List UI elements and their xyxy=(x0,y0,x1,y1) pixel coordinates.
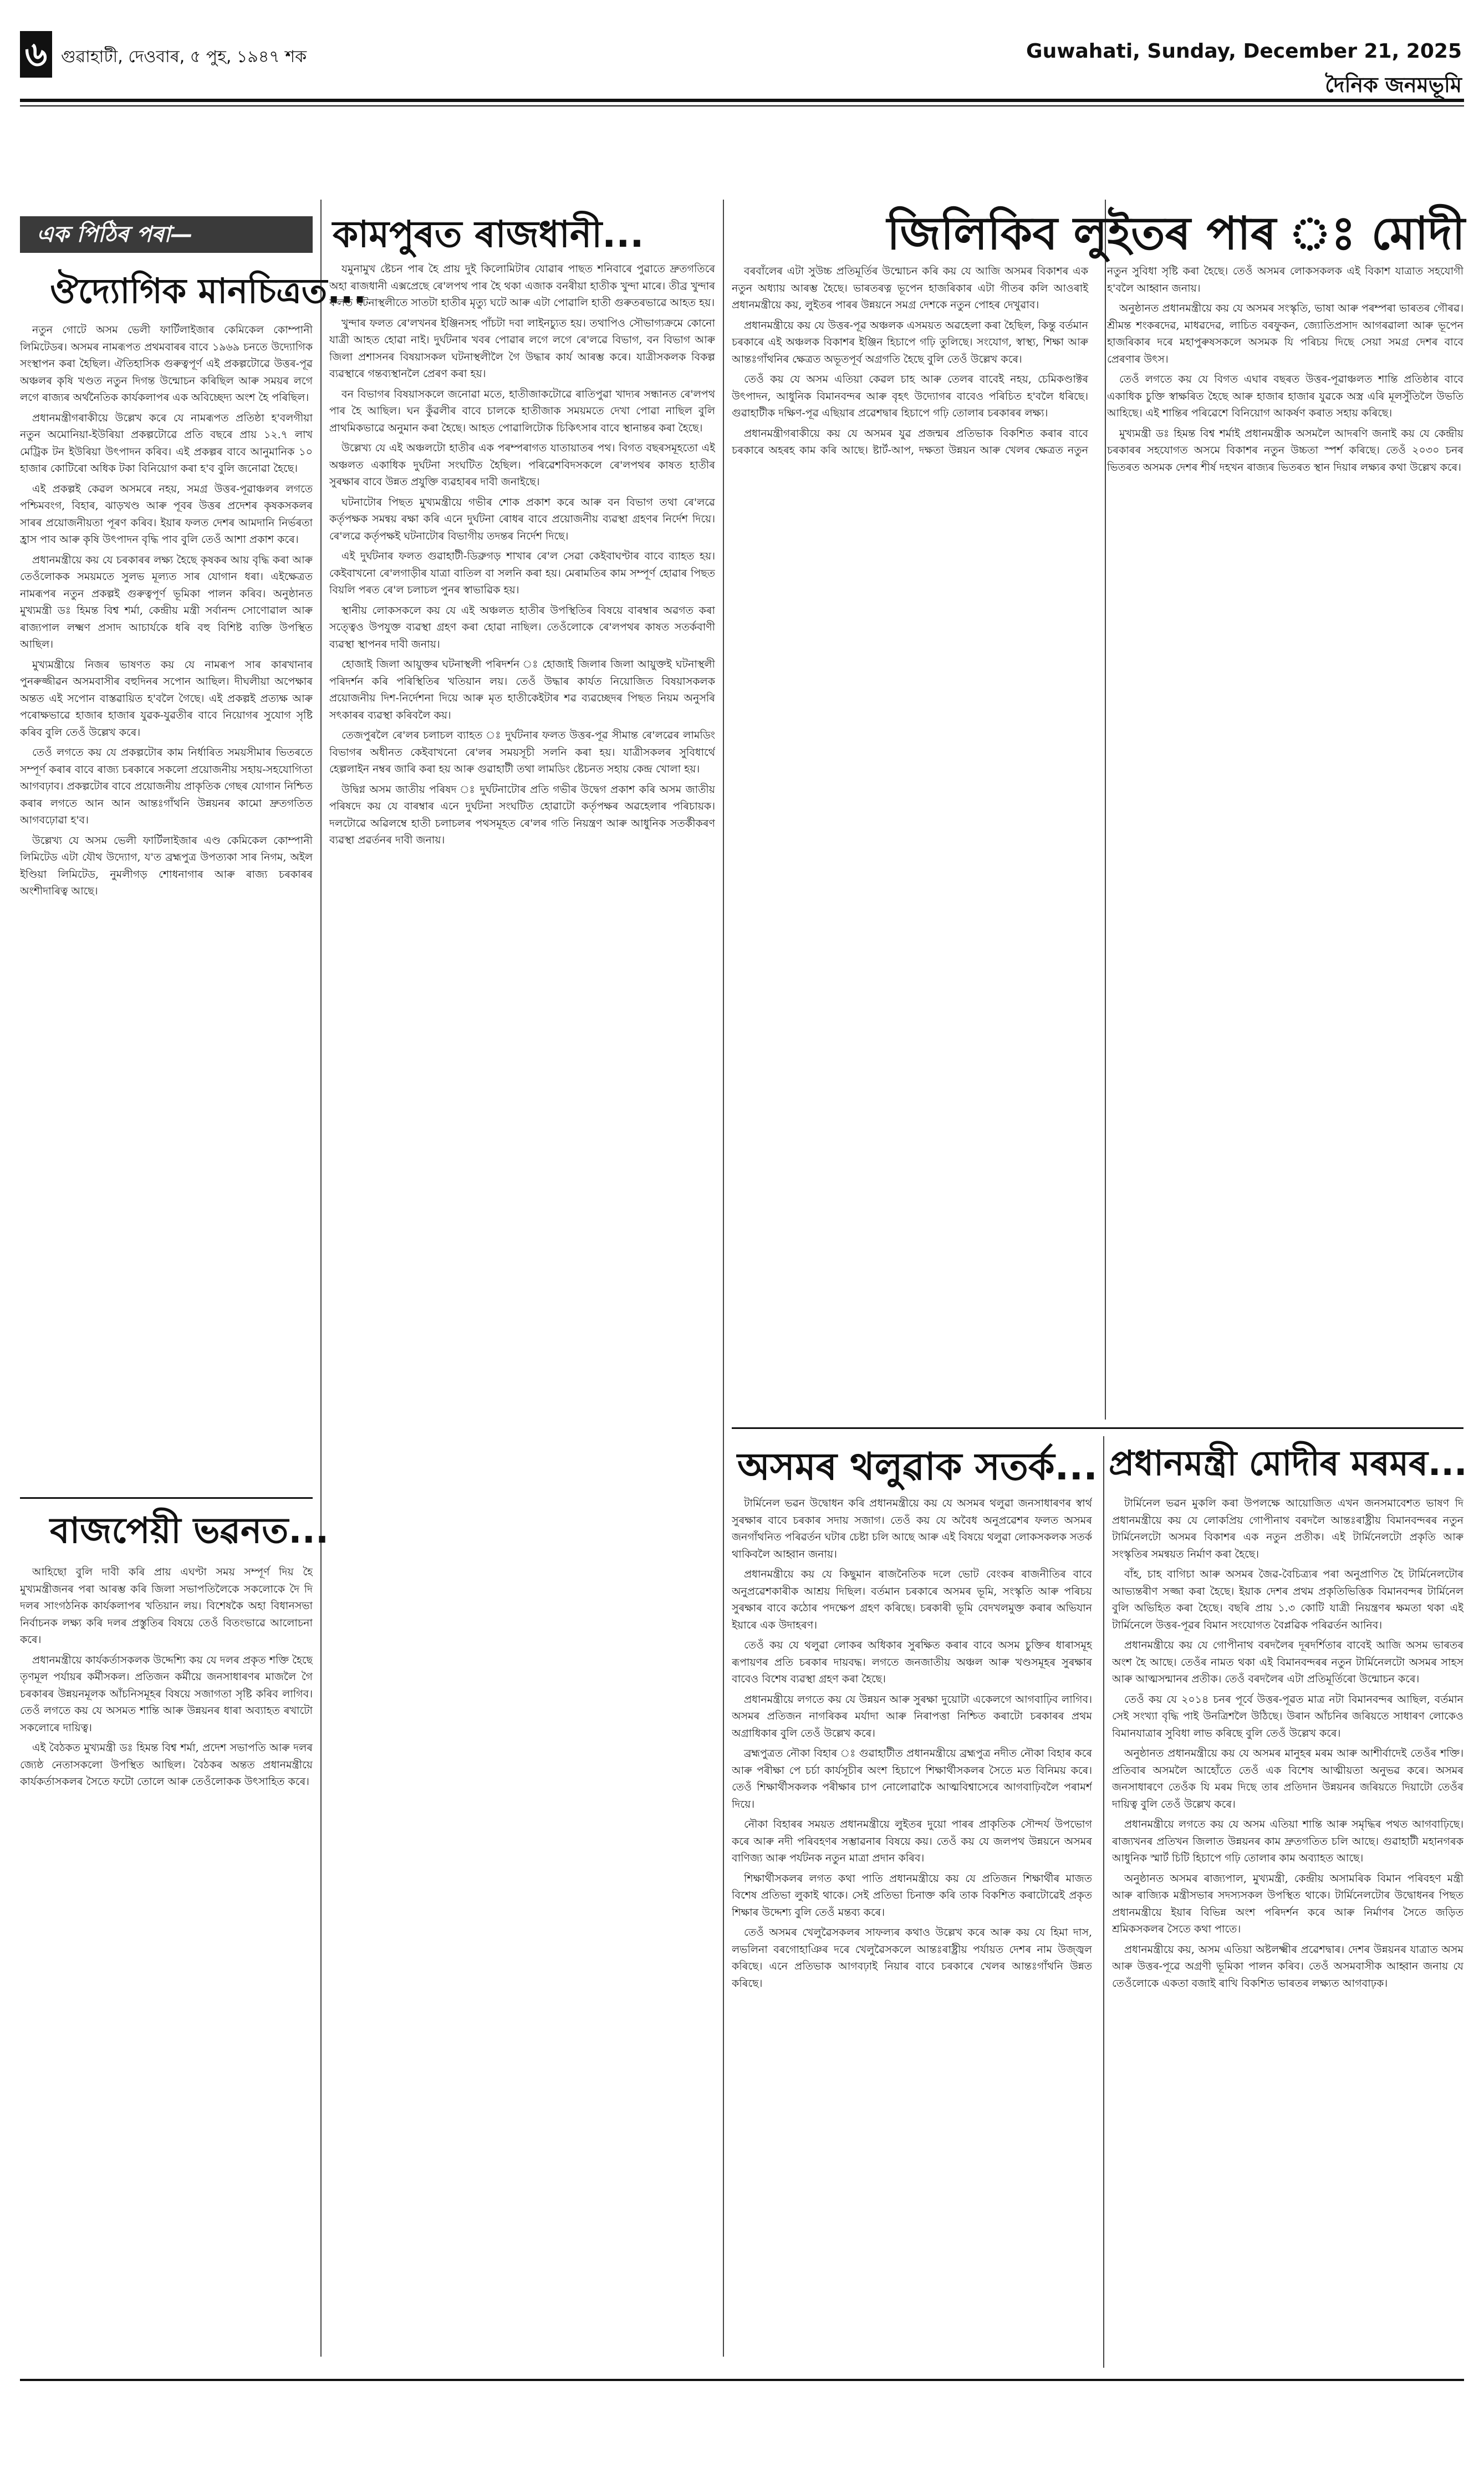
section-rule xyxy=(732,1427,1463,1429)
paragraph: তেওঁ লগতে কয় যে বিগত এঘাৰ বছৰত উত্তৰ-পূৱাঞ্চলত শান্তি প্ৰতিষ্ঠাৰ বাবে একাধিক চুক্তি স্বাক্ষৰিত হৈছে আৰু হাজাৰ হাজাৰ যুৱকে অস্ত্ৰ এৰি মূলসুঁতিলৈ উভতি আহিছে। এই শান্তিৰ পৰিৱেশে বিনিয়োগ আকৰ্ষণ কৰাত সহায় কৰিছে। xyxy=(1107,373,1463,419)
article-warn xyxy=(732,1495,1092,2366)
paragraph: টাৰ্মিনেল ভৱন মুকলি কৰা উপলক্ষে আয়োজিত এখন জনসমাবেশত ভাষণ দি প্ৰধানমন্ত্ৰীয়ে কয় যে লোকপ্ৰিয় গোপীনাথ বৰদলৈ আন্তঃৰাষ্ট্ৰীয় বিমানবন্দৰৰ নতুন টাৰ্মিনেলটো অসমৰ বিকাশৰ এক নতুন প্ৰতীক। এই টাৰ্মিনেলটো প্ৰকৃতি আৰু সংস্কৃতিৰ সমন্বয়ত নিৰ্মাণ কৰা হৈছে। xyxy=(1112,1497,1463,1560)
headline-warn: অসমৰ থলুৱাক সতৰ্ক... xyxy=(737,1445,1098,1489)
paragraph: অনুষ্ঠানত প্ৰধানমন্ত্ৰীয়ে কয় যে অসমৰ সংস্কৃতি, ভাষা আৰু পৰম্পৰা ভাৰতৰ গৌৰৱ। শ্ৰীমন্ত শংকৰদেৱ, মাধৱদেৱ, লাচিত বৰফুকন, জ্যোতিপ্ৰসাদ আগৰৱালা আৰু ভূপেন হাজৰিকাৰ দৰে মহাপুৰুষসকলে অসমক যি পৰিচয় দিছে সেয়া সমগ্ৰ দেশৰ বাবে প্ৰেৰণাৰ উৎস। xyxy=(1107,302,1463,365)
paragraph: তেওঁ লগতে কয় যে প্ৰকল্পটোৰ কাম নিৰ্ধাৰিত সময়সীমাৰ ভিতৰতে সম্পূৰ্ণ কৰাৰ বাবে ৰাজ্য চৰকাৰে সকলো প্ৰয়োজনীয় সহায়-সহযোগিতা আগবঢ়াব। প্ৰকল্পটোৰ বাবে প্ৰয়োজনীয় প্ৰাকৃতিক গেছৰ যোগান নিশ্চিত কৰাৰ লগতে আন আন আন্তঃগাঁথনি উন্নয়নৰ কামো দ্ৰুতগতিত আগবঢ়োৱা হ'ব। xyxy=(20,746,313,826)
masthead: দৈনিক জনমভূমি xyxy=(1325,73,1462,97)
paragraph: প্ৰধানমন্ত্ৰীয়ে কয় যে কিছুমান ৰাজনৈতিক দলে ভোট বেংকৰ ৰাজনীতিৰ বাবে অনুপ্ৰৱেশকাৰীক আশ্ৰয় দিছিল। বৰ্তমান চৰকাৰে অসমৰ ভূমি, সংস্কৃতি আৰু পৰিচয় সুৰক্ষাৰ বাবে কঠোৰ পদক্ষেপ গ্ৰহণ কৰিছে। চৰকাৰী ভূমি বেদখলমুক্ত কৰাৰ অভিযান ইয়াৰে এক উদাহৰণ। xyxy=(732,1568,1092,1631)
paragraph: প্ৰধানমন্ত্ৰীয়ে কয়, অসম এতিয়া অষ্টলক্ষ্মীৰ প্ৰৱেশদ্বাৰ। দেশৰ উন্নয়নৰ যাত্ৰাত অসম আৰু উত্তৰ-পূৱে অগ্ৰণী ভূমিকা পালন কৰিব। তেওঁ অসমবাসীক আহ্বান জনায় যে তেওঁলোকে একতা বজাই ৰাখি বিকশিত ভাৰতৰ লক্ষ্যত আগবাঢ়ক। xyxy=(1112,1943,1463,1990)
article-vajpayee xyxy=(20,1564,313,2362)
paragraph: হোজাই জিলা আয়ুক্তৰ ঘটনাস্থলী পৰিদৰ্শন ঃ হোজাই জিলাৰ জিলা আয়ুক্তই ঘটনাস্থলী পৰিদৰ্শন কৰি পৰিস্থিতিৰ খতিয়ান লয়। তেওঁ উদ্ধাৰ কাৰ্যত নিয়োজিত বিষয়াসকলক প্ৰয়োজনীয় দিশ-নিৰ্দেশনা দিয়ে আৰু মৃত হাতীকেইটাৰ শৱ ব্যৱচ্ছেদৰ পিছত নিয়ম অনুসৰি সৎকাৰৰ ব্যৱস্থা কৰিবলৈ কয়। xyxy=(329,658,715,721)
paragraph: যমুনামুখ ষ্টেচন পাৰ হৈ প্ৰায় দুই কিলোমিটাৰ যোৱাৰ পাছত শনিবাৰে পুৱাতে দ্ৰুতগতিৰে অহা ৰাজধানী এক্সপ্ৰেছে ৰে'লপথ পাৰ হৈ থকা এজাক বনৰীয়া হাতীক খুন্দা মাৰে। তীব্ৰ খুন্দাৰ ফলত ঘটনাস্থলীতে সাতটা হাতীৰ মৃত্যু ঘটে আৰু এটা পোৱালি হাতী গুৰুতৰভাৱে আহত হয়। xyxy=(329,263,715,309)
section-rule xyxy=(20,1497,313,1499)
column-divider xyxy=(1103,1436,1104,2368)
paragraph: নৌকা বিহাৰৰ সময়ত প্ৰধানমন্ত্ৰীয়ে লুইতৰ দুয়ো পাৰৰ প্ৰাকৃতিক সৌন্দৰ্য উপভোগ কৰে আৰু নদী পৰিবহণৰ সম্ভাৱনাৰ বিষয়ে কয়। তেওঁ কয় যে জলপথ উন্নয়নে অসমৰ বাণিজ্য আৰু পৰ্যটনক নতুন মাত্ৰা প্ৰদান কৰিব। xyxy=(732,1818,1092,1864)
article-jilikir xyxy=(732,263,1463,1422)
paragraph: তেজপুৰলৈ ৰে'লৰ চলাচল ব্যাহত ঃ দুৰ্ঘটনাৰ ফলত উত্তৰ-পূৱ সীমান্ত ৰে'লৱেৰ লামডিং বিভাগৰ অধীনত কেইবাখনো ৰে'লৰ সময়সূচী সলনি কৰা হয়। যাত্ৰীসকলৰ সুবিধাৰ্থে হেল্পলাইন নম্বৰ জাৰি কৰা হয় আৰু গুৱাহাটী তথা লামডিং ষ্টেচনত সহায় কেন্দ্ৰ খোলা হয়। xyxy=(329,729,715,775)
paragraph: প্ৰধানমন্ত্ৰীয়ে কয় যে চৰকাৰৰ লক্ষ্য হৈছে কৃষকৰ আয় বৃদ্ধি কৰা আৰু তেওঁলোকক সময়মতে সুলভ মূল্যত সাৰ যোগান ধৰা। এইক্ষেত্ৰত নামৰূপৰ নতুন প্ৰকল্পই গুৰুত্বপূৰ্ণ ভূমিকা পালন কৰিব। অনুষ্ঠানত মুখ্যমন্ত্ৰী ডঃ হিমন্ত বিশ্ব শৰ্মা, কেন্দ্ৰীয় মন্ত্ৰী সৰ্বানন্দ সোণোৱাল আৰু ৰাজ্যপাল লক্ষ্মণ প্ৰসাদ আচাৰ্যকে ধৰি বহু বিশিষ্ট ব্যক্তি উপস্থিত আছিল। xyxy=(20,553,313,650)
paragraph: উল্লেখ্য যে অসম ভেলী ফাৰ্টিলাইজাৰ এণ্ড কেমিকেল কোম্পানী লিমিটেড এটা যৌথ উদ্যোগ, য'ত ব্ৰহ্মপুত্ৰ উপত্যকা সাৰ নিগম, অইল ইণ্ডিয়া লিমিটেড, নুমলীগড় শোধনাগাৰ আৰু ৰাজ্য চৰকাৰৰ অংশীদাৰিত্ব আছে। xyxy=(20,834,313,897)
paragraph: বন বিভাগৰ বিষয়াসকলে জনোৱা মতে, হাতীজাকটোৱে ৰাতিপুৱা খাদ্যৰ সন্ধানত ৰে'লপথ পাৰ হৈ আছিল। ঘন কুঁৱলীৰ বাবে চালকে হাতীজাক সময়মতে দেখা পোৱা নাছিল বুলি প্ৰাথমিকভাৱে অনুমান কৰা হৈছে। আহত পোৱালিটোক চিকিৎসাৰ বাবে স্থানান্তৰ কৰা হৈছে। xyxy=(329,388,715,434)
page-number: ৬ xyxy=(20,31,52,78)
paragraph: খুন্দাৰ ফলত ৰে'লখনৰ ইঞ্জিনসহ পাঁচটা দবা লাইনচ্যুত হয়। তথাপিও সৌভাগ্যক্ৰমে কোনো যাত্ৰী আহত হোৱা নাই। দুৰ্ঘটনাৰ খবৰ পোৱাৰ লগে লগে ৰে'লৱে বিভাগ, বন বিভাগ আৰু জিলা প্ৰশাসনৰ বিষয়াসকল ঘটনাস্থলীলৈ গৈ উদ্ধাৰ কাৰ্য আৰম্ভ কৰে। যাত্ৰীসকলক বিকল্প ব্যৱস্থাৰে গন্তব্যস্থানলৈ প্ৰেৰণ কৰা হয়। xyxy=(329,317,715,380)
header-rule-thin xyxy=(20,105,1464,106)
paragraph: আহিছো বুলি দাবী কৰি প্ৰায় এঘণ্টা সময় সম্পূৰ্ণ দিয় হৈ মুখ্যমন্ত্ৰীজনৰ পৰা আৰম্ভ কৰি জিলা সভাপতিলৈকে সকলোকে দৈ দি দলৰ সাংগঠনিক কাৰ্যকলাপৰ খতিয়ান লয়। বিশেষকৈ অহা বিধানসভা নিৰ্বাচনক লক্ষ্য কৰি দলৰ প্ৰস্তুতিৰ বিষয়ে তেওঁ বিতংভাৱে আলোচনা কৰে। xyxy=(20,1566,313,1646)
paragraph: এই বৈঠকত মুখ্যমন্ত্ৰী ডঃ হিমন্ত বিশ্ব শৰ্মা, প্ৰদেশ সভাপতি আৰু দলৰ জ্যেষ্ঠ নেতাসকলো উপস্থিত আছিল। বৈঠকৰ অন্তত প্ৰধানমন্ত্ৰীয়ে কাৰ্যকৰ্তাসকলৰ সৈতে ফটো তোলে আৰু তেওঁলোকক উৎসাহিত কৰে। xyxy=(20,1742,313,1788)
paragraph: মুখ্যমন্ত্ৰীয়ে নিজৰ ভাষণত কয় যে নামৰূপ সাৰ কাৰখানাৰ পুনৰুজ্জীৱন অসমবাসীৰ বহুদিনৰ সপোন আছিল। দীঘলীয়া অপেক্ষাৰ অন্তত এই সপোন বাস্তৱায়িত হ'বলৈ গৈছে। এই প্ৰকল্পই প্ৰত্যক্ষ আৰু পৰোক্ষভাৱে হাজাৰ হাজাৰ যুৱক-যুৱতীৰ বাবে নিয়োগৰ সুযোগ সৃষ্টি কৰিব বুলি তেওঁ উল্লেখ কৰে। xyxy=(20,658,313,739)
paragraph: প্ৰধানমন্ত্ৰীয়ে কয় যে উত্তৰ-পূৱ অঞ্চলক এসময়ত অৱহেলা কৰা হৈছিল, কিন্তু বৰ্তমান চৰকাৰে এই অঞ্চলক বিকাশৰ ইঞ্জিন হিচাপে গঢ়ি তুলিছে। সংযোগ, স্বাস্থ্য, শিক্ষা আৰু আন্তঃগাঁথনিৰ ক্ষেত্ৰত অভূতপূৰ্ব অগ্ৰগতি হৈছে বুলি তেওঁ উল্লেখ কৰে। xyxy=(732,319,1088,365)
column-divider xyxy=(723,200,724,2357)
headline-industrial-map: ঔদ্যোগিক মানচিত্ৰত... xyxy=(50,271,366,311)
paragraph: প্ৰধানমন্ত্ৰীগৰাকীয়ে কয় যে অসমৰ যুৱ প্ৰজন্মৰ প্ৰতিভাক বিকশিত কৰাৰ বাবে চৰকাৰে অহৰহ কাম কৰি আছে। ষ্টাৰ্ট-আপ, দক্ষতা উন্নয়ন আৰু খেলৰ ক্ষেত্ৰত নতুন নতুন সুবিধা সৃষ্টি কৰা হৈছে। তেওঁ অসমৰ লোকসকলক এই বিকাশ যাত্ৰাত সহযোগী হ'বলৈ আহ্বান জনায়। xyxy=(732,265,1463,456)
headline-vajpayee: বাজপেয়ী ভৱনত... xyxy=(50,1510,329,1552)
paragraph: বাঁহ, চাহ বাগিচা আৰু অসমৰ জৈৱ-বৈচিত্ৰ্যৰ পৰা অনুপ্ৰাণিত হৈ টাৰ্মিনেলটোৰ আভ্যন্তৰীণ সজ্জা কৰা হৈছে। ইয়াক দেশৰ প্ৰথম প্ৰকৃতিভিত্তিক বিমানবন্দৰ টাৰ্মিনেল বুলি অভিহিত কৰা হৈছে। বছৰি প্ৰায় ১.৩ কোটি যাত্ৰী নিয়ন্ত্ৰণৰ ক্ষমতা থকা এই টাৰ্মিনেলে উত্তৰ-পূৱৰ বিমান সংযোগত বৈপ্লৱিক পৰিৱৰ্তন আনিব। xyxy=(1112,1568,1463,1631)
headline-pm-marble: প্ৰধানমন্ত্ৰী মোদীৰ মৰমৰ... xyxy=(1109,1443,1467,1483)
assamese-date: গুৱাহাটী, দেওবাৰ, ৫ পুহ, ১৯৪৭ শক xyxy=(61,47,307,67)
article-kamrup xyxy=(329,261,715,2362)
header-rule xyxy=(20,99,1464,102)
headline-kamrup: কামপুৰত ৰাজধানী... xyxy=(333,213,644,256)
footer-rule xyxy=(20,2379,1464,2381)
paragraph: টাৰ্মিনেল ভৱন উদ্বোধন কৰি প্ৰধানমন্ত্ৰীয়ে কয় যে অসমৰ থলুৱা জনসাধাৰণৰ স্বাৰ্থ সুৰক্ষাৰ বাবে চৰকাৰ সদায় সজাগ। তেওঁ কয় যে অবৈধ অনুপ্ৰৱেশৰ ফলত অসমৰ জনগাঁথনিত পৰিৱৰ্তন ঘটাৰ চেষ্টা চলি আছে আৰু এই বিষয়ে থলুৱা লোকসকলক সতৰ্ক থাকিবলৈ আহ্বান জনায়। xyxy=(732,1497,1092,1560)
continued-label: এক পিঠিৰ পৰা— xyxy=(20,216,313,253)
paragraph: প্ৰধানমন্ত্ৰীয়ে লগতে কয় যে উন্নয়ন আৰু সুৰক্ষা দুয়োটা একেলগে আগবাঢ়িব লাগিব। অসমৰ প্ৰতিজন নাগৰিকৰ মৰ্যাদা আৰু নিৰাপত্তা নিশ্চিত কৰাটো চৰকাৰৰ প্ৰথম অগ্ৰাধিকাৰ বুলি তেওঁ উল্লেখ কৰে। xyxy=(732,1693,1092,1739)
paragraph: তেওঁ কয় যে থলুৱা লোকৰ অধিকাৰ সুৰক্ষিত কৰাৰ বাবে অসম চুক্তিৰ ধাৰাসমূহ ৰূপায়ণৰ প্ৰতি চৰকাৰ দায়বদ্ধ। লগতে জনজাতীয় অঞ্চল আৰু খণ্ডসমূহৰ সুৰক্ষাৰ বাবেও বিশেষ ব্যৱস্থা গ্ৰহণ কৰা হৈছে। xyxy=(732,1639,1092,1685)
paragraph: নতুন গোটে অসম ভেলী ফাৰ্টিলাইজাৰ কেমিকেল কোম্পানী লিমিটেডৰ। অসমৰ নামৰূপত প্ৰথমবাৰৰ বাবে ১৯৬৯ চনতে উদ্যোগিক সংস্থাপন কৰা হৈছিল। ঐতিহাসিক গুৰুত্বপূৰ্ণ এই প্ৰকল্পটোৱে উত্তৰ-পূৱ অঞ্চলৰ কৃষি খণ্ডত নতুন দিগন্ত উন্মোচন কৰিছিল আৰু সময়ৰ লগে লগে ৰাজ্যৰ অৰ্থনৈতিক কাৰ্যকলাপৰ এক অবিচ্ছেদ্য অংশ হৈ পৰিছিল। xyxy=(20,324,313,404)
paragraph: এই প্ৰকল্পই কেৱল অসমৰে নহয়, সমগ্ৰ উত্তৰ-পূৱাঞ্চলৰ লগতে পশ্চিমবংগ, বিহাৰ, ঝাড়খণ্ড আৰু পূবৰ উত্তৰ প্ৰদেশৰ কৃষকসকলৰ সাৰৰ প্ৰয়োজনীয়তা পূৰণ কৰিব। ইয়াৰ ফলত দেশৰ আমদানি নিৰ্ভৰতা হ্ৰাস পাব আৰু কৃষি উৎপাদন বৃদ্ধি পাব বুলি তেওঁ আশা প্ৰকাশ কৰে। xyxy=(20,482,313,546)
paragraph: উল্লেখ্য যে এই অঞ্চলটো হাতীৰ এক পৰম্পৰাগত যাতায়াতৰ পথ। বিগত বছৰসমূহতো এই অঞ্চলত একাধিক দুৰ্ঘটনা সংঘটিত হৈছিল। পৰিৱেশবিদসকলে ৰে'লপথৰ কাষত হাতীৰ সুৰক্ষাৰ বাবে উন্নত প্ৰযুক্তি ব্যৱহাৰৰ দাবী জনাইছে। xyxy=(329,442,715,488)
paragraph: তেওঁ কয় যে অসম এতিয়া কেৱল চাহ আৰু তেলৰ বাবেই নহয়, চেমিকণ্ডাক্টৰ উৎপাদন, আধুনিক বিমানবন্দৰ আৰু বৃহৎ উদ্যোগৰ বাবেও পৰিচিত হ'বলৈ ধৰিছে। গুৱাহাটীক দক্ষিণ-পূৱ এছিয়াৰ প্ৰৱেশদ্বাৰ হিচাপে গঢ়ি তোলাৰ চৰকাৰৰ লক্ষ্য। xyxy=(732,373,1088,419)
paragraph: প্ৰধানমন্ত্ৰীগৰাকীয়ে উল্লেখ কৰে যে নামৰূপত প্ৰতিষ্ঠা হ'বলগীয়া নতুন অমোনিয়া-ইউৰিয়া প্ৰকল্পটোৱে প্ৰতি বছৰে প্ৰায় ১২.৭ লাখ মেট্ৰিক টন ইউৰিয়া উৎপাদন কৰিব। এই প্ৰকল্পৰ বাবে আনুমানিক ১০ হাজাৰ কোটিৰো অধিক টকা বিনিয়োগ কৰা হ'ব বুলি জনোৱা হৈছে। xyxy=(20,411,313,475)
english-date: Guwahati, Sunday, December 21, 2025 xyxy=(1026,40,1462,63)
paragraph: বৰবাঁলেৰ এটা সুউচ্চ প্ৰতিমূৰ্তিৰ উন্মোচন কৰি কয় যে আজি অসমৰ বিকাশৰ এক নতুন অধ্যায় আৰম্ভ হৈছে। ভাৰতৰত্ন ভূপেন হাজৰিকাৰ এটা গীতৰ কলি আওৰাই প্ৰধানমন্ত্ৰীয়ে কয়, লুইতৰ পাৰৰ উন্নয়নে সমগ্ৰ দেশকে নতুন পোহৰ দেখুৱাব। xyxy=(732,265,1088,311)
paragraph: প্ৰধানমন্ত্ৰীয়ে লগতে কয় যে অসম এতিয়া শান্তি আৰু সমৃদ্ধিৰ পথত আগবাঢ়িছে। ৰাজ্যখনৰ প্ৰতিখন জিলাত উন্নয়নৰ কাম দ্ৰুতগতিত চলি আছে। গুৱাহাটী মহানগৰক আধুনিক স্মাৰ্ট চিটি হিচাপে গঢ়ি তোলাৰ কাম অব্যাহত আছে। xyxy=(1112,1818,1463,1864)
paragraph: এই দুৰ্ঘটনাৰ ফলত গুৱাহাটী-ডিব্ৰুগড় শাখাৰ ৰে'ল সেৱা কেইবাঘণ্টাৰ বাবে ব্যাহত হয়। কেইবাখনো ৰে'লগাড়ীৰ যাত্ৰা বাতিল বা সলনি কৰা হয়। মেৰামতিৰ কাম সম্পূৰ্ণ হোৱাৰ পিছত বিয়লি পৰত ৰে'ল চলাচল পুনৰ স্বাভাৱিক হয়। xyxy=(329,550,715,596)
paragraph: ব্ৰহ্মপুত্ৰত নৌকা বিহাৰ ঃ গুৱাহাটীত প্ৰধানমন্ত্ৰীয়ে ব্ৰহ্মপুত্ৰ নদীত নৌকা বিহাৰ কৰে আৰু পৰীক্ষা পে চৰ্চা কাৰ্যসূচীৰ অংশ হিচাপে শিক্ষাৰ্থীসকলৰ সৈতে মত বিনিময় কৰে। তেওঁ শিক্ষাৰ্থীসকলক পৰীক্ষাৰ চাপ নোলোৱাকৈ আত্মবিশ্বাসেৰে আগবাঢ়িবলৈ পৰামৰ্শ দিয়ে। xyxy=(732,1747,1092,1810)
paragraph: স্থানীয় লোকসকলে কয় যে এই অঞ্চলত হাতীৰ উপস্থিতিৰ বিষয়ে বাৰম্বাৰ অৱগত কৰা সত্ত্বেও উপযুক্ত ব্যৱস্থা গ্ৰহণ কৰা হোৱা নাছিল। তেওঁলোকে ৰে'লপথৰ কাষত সতৰ্কবাণী ব্যৱস্থা স্থাপনৰ দাবী জনায়। xyxy=(329,604,715,650)
paragraph: উদ্বিগ্ন অসম জাতীয় পৰিষদ ঃ দুৰ্ঘটনাটোৰ প্ৰতি গভীৰ উদ্বেগ প্ৰকাশ কৰি অসম জাতীয় পৰিষদে কয় যে বাৰম্বাৰ এনে দুৰ্ঘটনা সংঘটিত হোৱাটো কৰ্তৃপক্ষৰ অৱহেলাৰ পৰিচায়ক। দলটোৱে অৱিলম্বে হাতী চলাচলৰ পথসমূহত ৰে'লৰ গতি নিয়ন্ত্ৰণ আৰু আধুনিক সতৰ্কীকৰণ ব্যৱস্থা প্ৰৱৰ্তনৰ দাবী জনায়। xyxy=(329,783,715,846)
column-divider xyxy=(320,200,322,2357)
article-pm-marble xyxy=(1112,1495,1463,2366)
paragraph: শিক্ষাৰ্থীসকলৰ লগত কথা পাতি প্ৰধানমন্ত্ৰীয়ে কয় যে প্ৰতিজন শিক্ষাৰ্থীৰ মাজত বিশেষ প্ৰতিভা লুকাই থাকে। সেই প্ৰতিভা চিনাক্ত কৰি তাক বিকশিত কৰাটোৱেই প্ৰকৃত শিক্ষাৰ উদ্দেশ্য বুলি তেওঁ মন্তব্য কৰে। xyxy=(732,1872,1092,1919)
paragraph: প্ৰধানমন্ত্ৰীয়ে কয় যে গোপীনাথ বৰদলৈৰ দূৰদৰ্শিতাৰ বাবেই আজি অসম ভাৰতৰ অংশ হৈ আছে। তেওঁৰ নামত থকা এই বিমানবন্দৰৰ নতুন টাৰ্মিনেলটো অসমৰ সাহস আৰু আত্মসন্মানৰ প্ৰতীক। তেওঁ বৰদলৈৰ এটা প্ৰতিমূৰ্তিৰো উন্মোচন কৰে। xyxy=(1112,1639,1463,1685)
article-industrial-map xyxy=(20,322,313,1486)
paragraph: মুখ্যমন্ত্ৰী ডঃ হিমন্ত বিশ্ব শৰ্মাই প্ৰধানমন্ত্ৰীক অসমলৈ আদৰণি জনাই কয় যে কেন্দ্ৰীয় চৰকাৰৰ সহযোগত অসমে বিকাশৰ নতুন উচ্চতা স্পৰ্শ কৰিছে। তেওঁ ২০৩০ চনৰ ভিতৰত অসমক দেশৰ শীৰ্ষ দহখন ৰাজ্যৰ ভিতৰত স্থান দিয়াৰ লক্ষ্যৰ কথা উল্লেখ কৰে। xyxy=(1107,427,1463,474)
paragraph: তেওঁ অসমৰ খেলুৱৈসকলৰ সাফল্যৰ কথাও উল্লেখ কৰে আৰু কয় যে হিমা দাস, লভলিনা বৰগোহাঞিৰ দৰে খেলুৱৈসকলে আন্তঃৰাষ্ট্ৰীয় পৰ্যায়ত দেশৰ নাম উজ্জ্বল কৰিছে। এনে প্ৰতিভাক আগবঢ়াই নিয়াৰ বাবে চৰকাৰে খেলৰ আন্তঃগাঁথনি উন্নত কৰিছে। xyxy=(732,1926,1092,1990)
paragraph: অনুষ্ঠানত প্ৰধানমন্ত্ৰীয়ে কয় যে অসমৰ মানুহৰ মৰম আৰু আশীৰ্বাদেই তেওঁৰ শক্তি। প্ৰতিবাৰ অসমলৈ আহোঁতে তেওঁ এক বিশেষ আত্মীয়তা অনুভৱ কৰে। অসমৰ জনসাধাৰণে তেওঁক যি মৰম দিছে তাৰ প্ৰতিদান উন্নয়নৰ জৰিয়তে দিয়াটো তেওঁৰ দায়িত্ব বুলি তেওঁ উল্লেখ কৰে। xyxy=(1112,1747,1463,1810)
paragraph: তেওঁ কয় যে ২০১৪ চনৰ পূৰ্বে উত্তৰ-পূৱত মাত্ৰ নটা বিমানবন্দৰ আছিল, বৰ্তমান সেই সংখ্যা বৃদ্ধি পাই উনত্ৰিশলৈ উঠিছে। উৰান আঁচনিৰ জৰিয়তে সাধাৰণ লোকেও বিমানযাত্ৰাৰ সুবিধা লাভ কৰিছে বুলি তেওঁ উল্লেখ কৰে। xyxy=(1112,1693,1463,1739)
paragraph: প্ৰধানমন্ত্ৰীয়ে কাৰ্যকৰ্তাসকলক উদ্দেশ্যি কয় যে দলৰ প্ৰকৃত শক্তি হৈছে তৃণমূল পৰ্যায়ৰ কৰ্মীসকল। প্ৰতিজন কৰ্মীয়ে জনসাধাৰণৰ মাজলৈ গৈ চৰকাৰৰ উন্নয়নমূলক আঁচনিসমূহৰ বিষয়ে সজাগতা সৃষ্টি কৰিব লাগিব। তেওঁ লগতে কয় যে অসমত শান্তি আৰু উন্নয়নৰ ধাৰা অব্যাহত ৰখাটো সকলোৰে দায়িত্ব। xyxy=(20,1654,313,1734)
headline-jilikir: জিলিকিব লুইতৰ পাৰ ঃ মোদী xyxy=(887,207,1465,260)
paragraph: অনুষ্ঠানত অসমৰ ৰাজ্যপাল, মুখ্যমন্ত্ৰী, কেন্দ্ৰীয় অসামৰিক বিমান পৰিবহণ মন্ত্ৰী আৰু ৰাজ্যিক মন্ত্ৰীসভাৰ সদস্যসকল উপস্থিত থাকে। টাৰ্মিনেলটোৰ উদ্বোধনৰ পিছত প্ৰধানমন্ত্ৰীয়ে ইয়াৰ বিভিন্ন অংশ পৰিদৰ্শন কৰে আৰু নিৰ্মাণৰ সৈতে জড়িত শ্ৰমিকসকলৰ সৈতে কথা পাতে। xyxy=(1112,1872,1463,1935)
paragraph: ঘটনাটোৰ পিছত মুখ্যমন্ত্ৰীয়ে গভীৰ শোক প্ৰকাশ কৰে আৰু বন বিভাগ তথা ৰে'লৱে কৰ্তৃপক্ষক সমন্বয় ৰক্ষা কৰি এনে দুৰ্ঘটনা ৰোধৰ বাবে প্ৰয়োজনীয় ব্যৱস্থা গ্ৰহণৰ নিৰ্দেশ দিয়ে। ৰে'লৱে কৰ্তৃপক্ষই ঘটনাটোৰ বিভাগীয় তদন্তৰ নিৰ্দেশ দিছে। xyxy=(329,496,715,542)
